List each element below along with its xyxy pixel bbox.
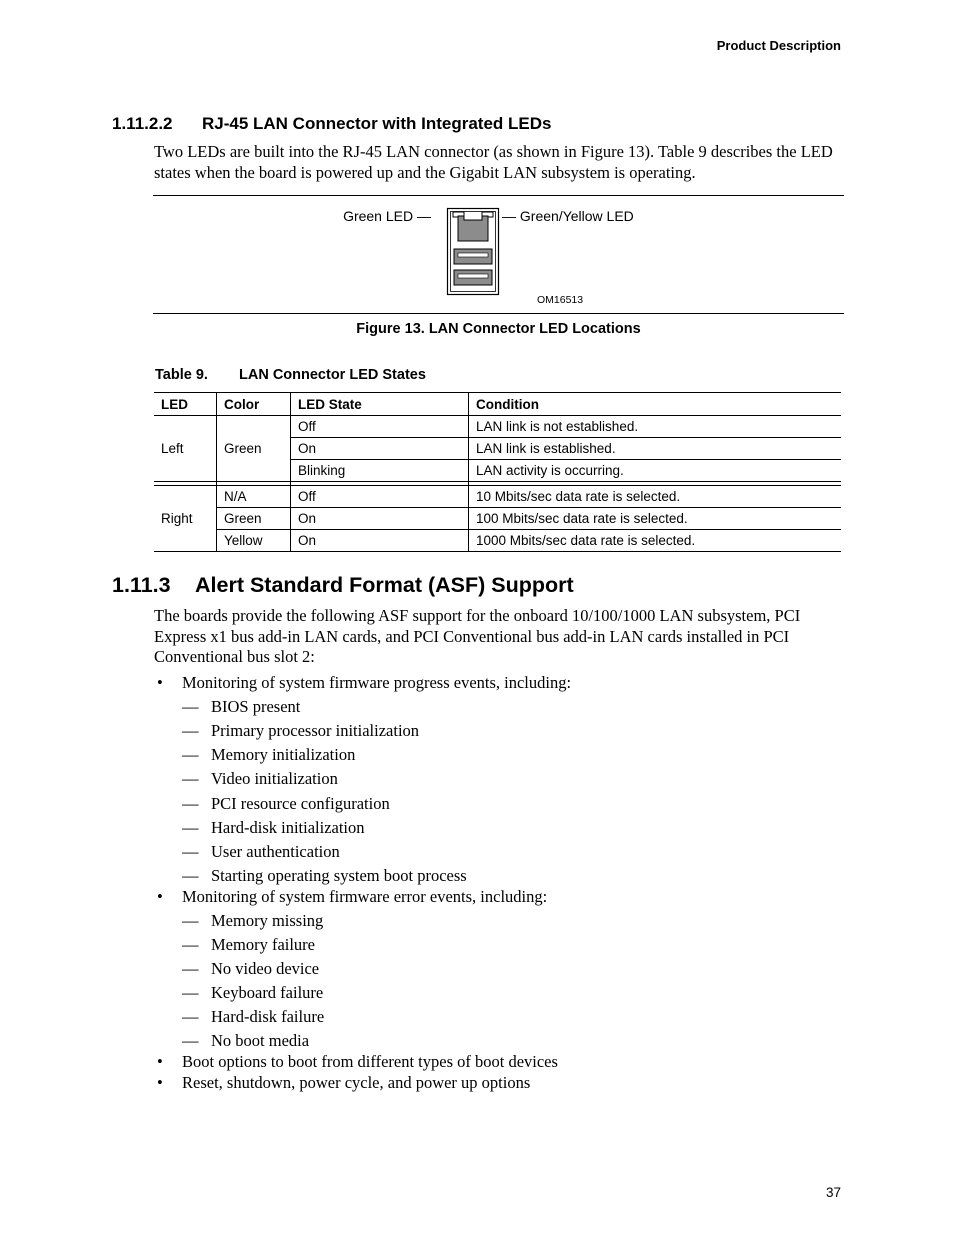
figure-label-right: — Green/Yellow LED [502, 208, 634, 224]
sub-list-item: User authentication [211, 842, 340, 861]
usb-upper-tongue [458, 253, 488, 257]
state-cell: Off [291, 486, 469, 508]
state-cell: On [291, 508, 469, 530]
sub-list-item: Memory failure [211, 935, 316, 954]
bullet-glyph: • [157, 1073, 163, 1092]
condition-cell: LAN link is established. [469, 438, 842, 460]
dash-glyph: — [182, 842, 199, 861]
state-cell: Off [291, 416, 469, 438]
sub-list-item: Memory missing [211, 911, 324, 930]
sub-list-item: Memory initialization [211, 745, 356, 764]
figure-label-left: Green LED — [343, 208, 431, 224]
dash-glyph: — [182, 959, 199, 978]
dash-glyph: — [182, 745, 199, 764]
bullet-glyph: • [157, 1052, 163, 1071]
led-cell: Left [161, 441, 184, 456]
table-number: Table 9. [155, 367, 208, 383]
led-cell: Right [154, 486, 217, 552]
subsection-paragraph: Two LEDs are built into the RJ-45 LAN connector (as shown in Figure 13). Table 9 describes the LED states when the board is powered up and the Gigabit LAN subsystem is operating. [154, 142, 833, 182]
header-condition: Condition [469, 393, 842, 416]
usb-lower-tongue [458, 274, 488, 278]
figure-bottom-rule [153, 313, 844, 314]
list-item: Monitoring of system firmware error events, including: [182, 887, 548, 906]
table-row [154, 530, 841, 552]
dash-glyph: — [182, 1031, 199, 1050]
dash-glyph: — [182, 769, 199, 788]
subsection-number: 1.11.2.2 [112, 114, 173, 133]
figure-top-rule [153, 195, 844, 196]
condition-cell: 1000 Mbits/sec data rate is selected. [469, 530, 842, 552]
state-cell: Blinking [291, 460, 469, 482]
section-number: 1.11.3 [112, 573, 171, 597]
sub-list-item: Video initialization [211, 769, 338, 788]
state-cell: On [291, 438, 469, 460]
sub-list-item: Hard-disk initialization [211, 818, 365, 837]
sub-list-item: Keyboard failure [211, 983, 324, 1002]
sub-list-item: Primary processor initialization [211, 721, 420, 740]
section-heading [112, 573, 574, 598]
dash-glyph: — [182, 911, 199, 930]
sub-list-item: PCI resource configuration [211, 794, 390, 813]
sub-list-item: No boot media [211, 1031, 310, 1050]
dash-glyph: — [182, 866, 199, 885]
dash-glyph: — [182, 721, 199, 740]
bullet-glyph: • [157, 673, 163, 692]
list-item: Boot options to boot from different types of boot devices [182, 1052, 558, 1071]
figure-caption: Figure 13. LAN Connector LED Locations [356, 321, 641, 337]
dash-glyph: — [182, 935, 199, 954]
figure-id: OM16513 [537, 294, 584, 306]
subsection-title: RJ-45 LAN Connector with Integrated LEDs [202, 114, 552, 133]
table-title [155, 367, 426, 383]
sub-list-item: No video device [211, 959, 320, 978]
table-row [154, 486, 841, 508]
bullet-glyph: • [157, 887, 163, 906]
table-header-row [154, 393, 841, 416]
condition-cell: 10 Mbits/sec data rate is selected. [469, 486, 842, 508]
color-cell: Green [217, 416, 291, 482]
running-header: Product Description [716, 38, 841, 53]
color-cell: Yellow [217, 530, 291, 552]
dash-glyph: — [182, 1007, 199, 1026]
table-row [154, 416, 841, 438]
color-cell: Green [217, 508, 291, 530]
list-item: Monitoring of system firmware progress events, including: [182, 673, 572, 692]
state-cell: On [291, 530, 469, 552]
condition-cell: LAN activity is occurring. [469, 460, 842, 482]
subsection-heading [112, 114, 551, 134]
sub-list-item: BIOS present [211, 697, 301, 716]
dash-glyph: — [182, 983, 199, 1002]
sub-list-item: Starting operating system boot process [211, 866, 467, 885]
condition-cell: LAN link is not established. [469, 416, 842, 438]
condition-cell: 100 Mbits/sec data rate is selected. [469, 508, 842, 530]
led-states-table [154, 392, 841, 552]
table-title-text: LAN Connector LED States [239, 367, 426, 383]
section-paragraph: The boards provide the following ASF support for the onboard 10/100/1000 LAN subsystem, PCI Express x1 bus add-in LAN cards, and PCI Conventional bus add-in LAN cards installed in PCI Conventional bus slot 2: [154, 606, 801, 666]
header-led-state: LED State [291, 393, 469, 416]
table-row [154, 508, 841, 530]
header-led: LED [154, 393, 217, 416]
dash-glyph: — [182, 818, 199, 837]
dash-glyph: — [182, 697, 199, 716]
rj45-port [458, 216, 488, 241]
section-title: Alert Standard Format (ASF) Support [195, 573, 574, 597]
header-color: Color [217, 393, 291, 416]
dash-glyph: — [182, 794, 199, 813]
page-number: 37 [825, 1185, 841, 1200]
lan-connector-diagram [446, 207, 500, 297]
color-cell: N/A [217, 486, 291, 508]
sub-list-item: Hard-disk failure [211, 1007, 325, 1026]
list-item: Reset, shutdown, power cycle, and power up options [182, 1073, 531, 1092]
